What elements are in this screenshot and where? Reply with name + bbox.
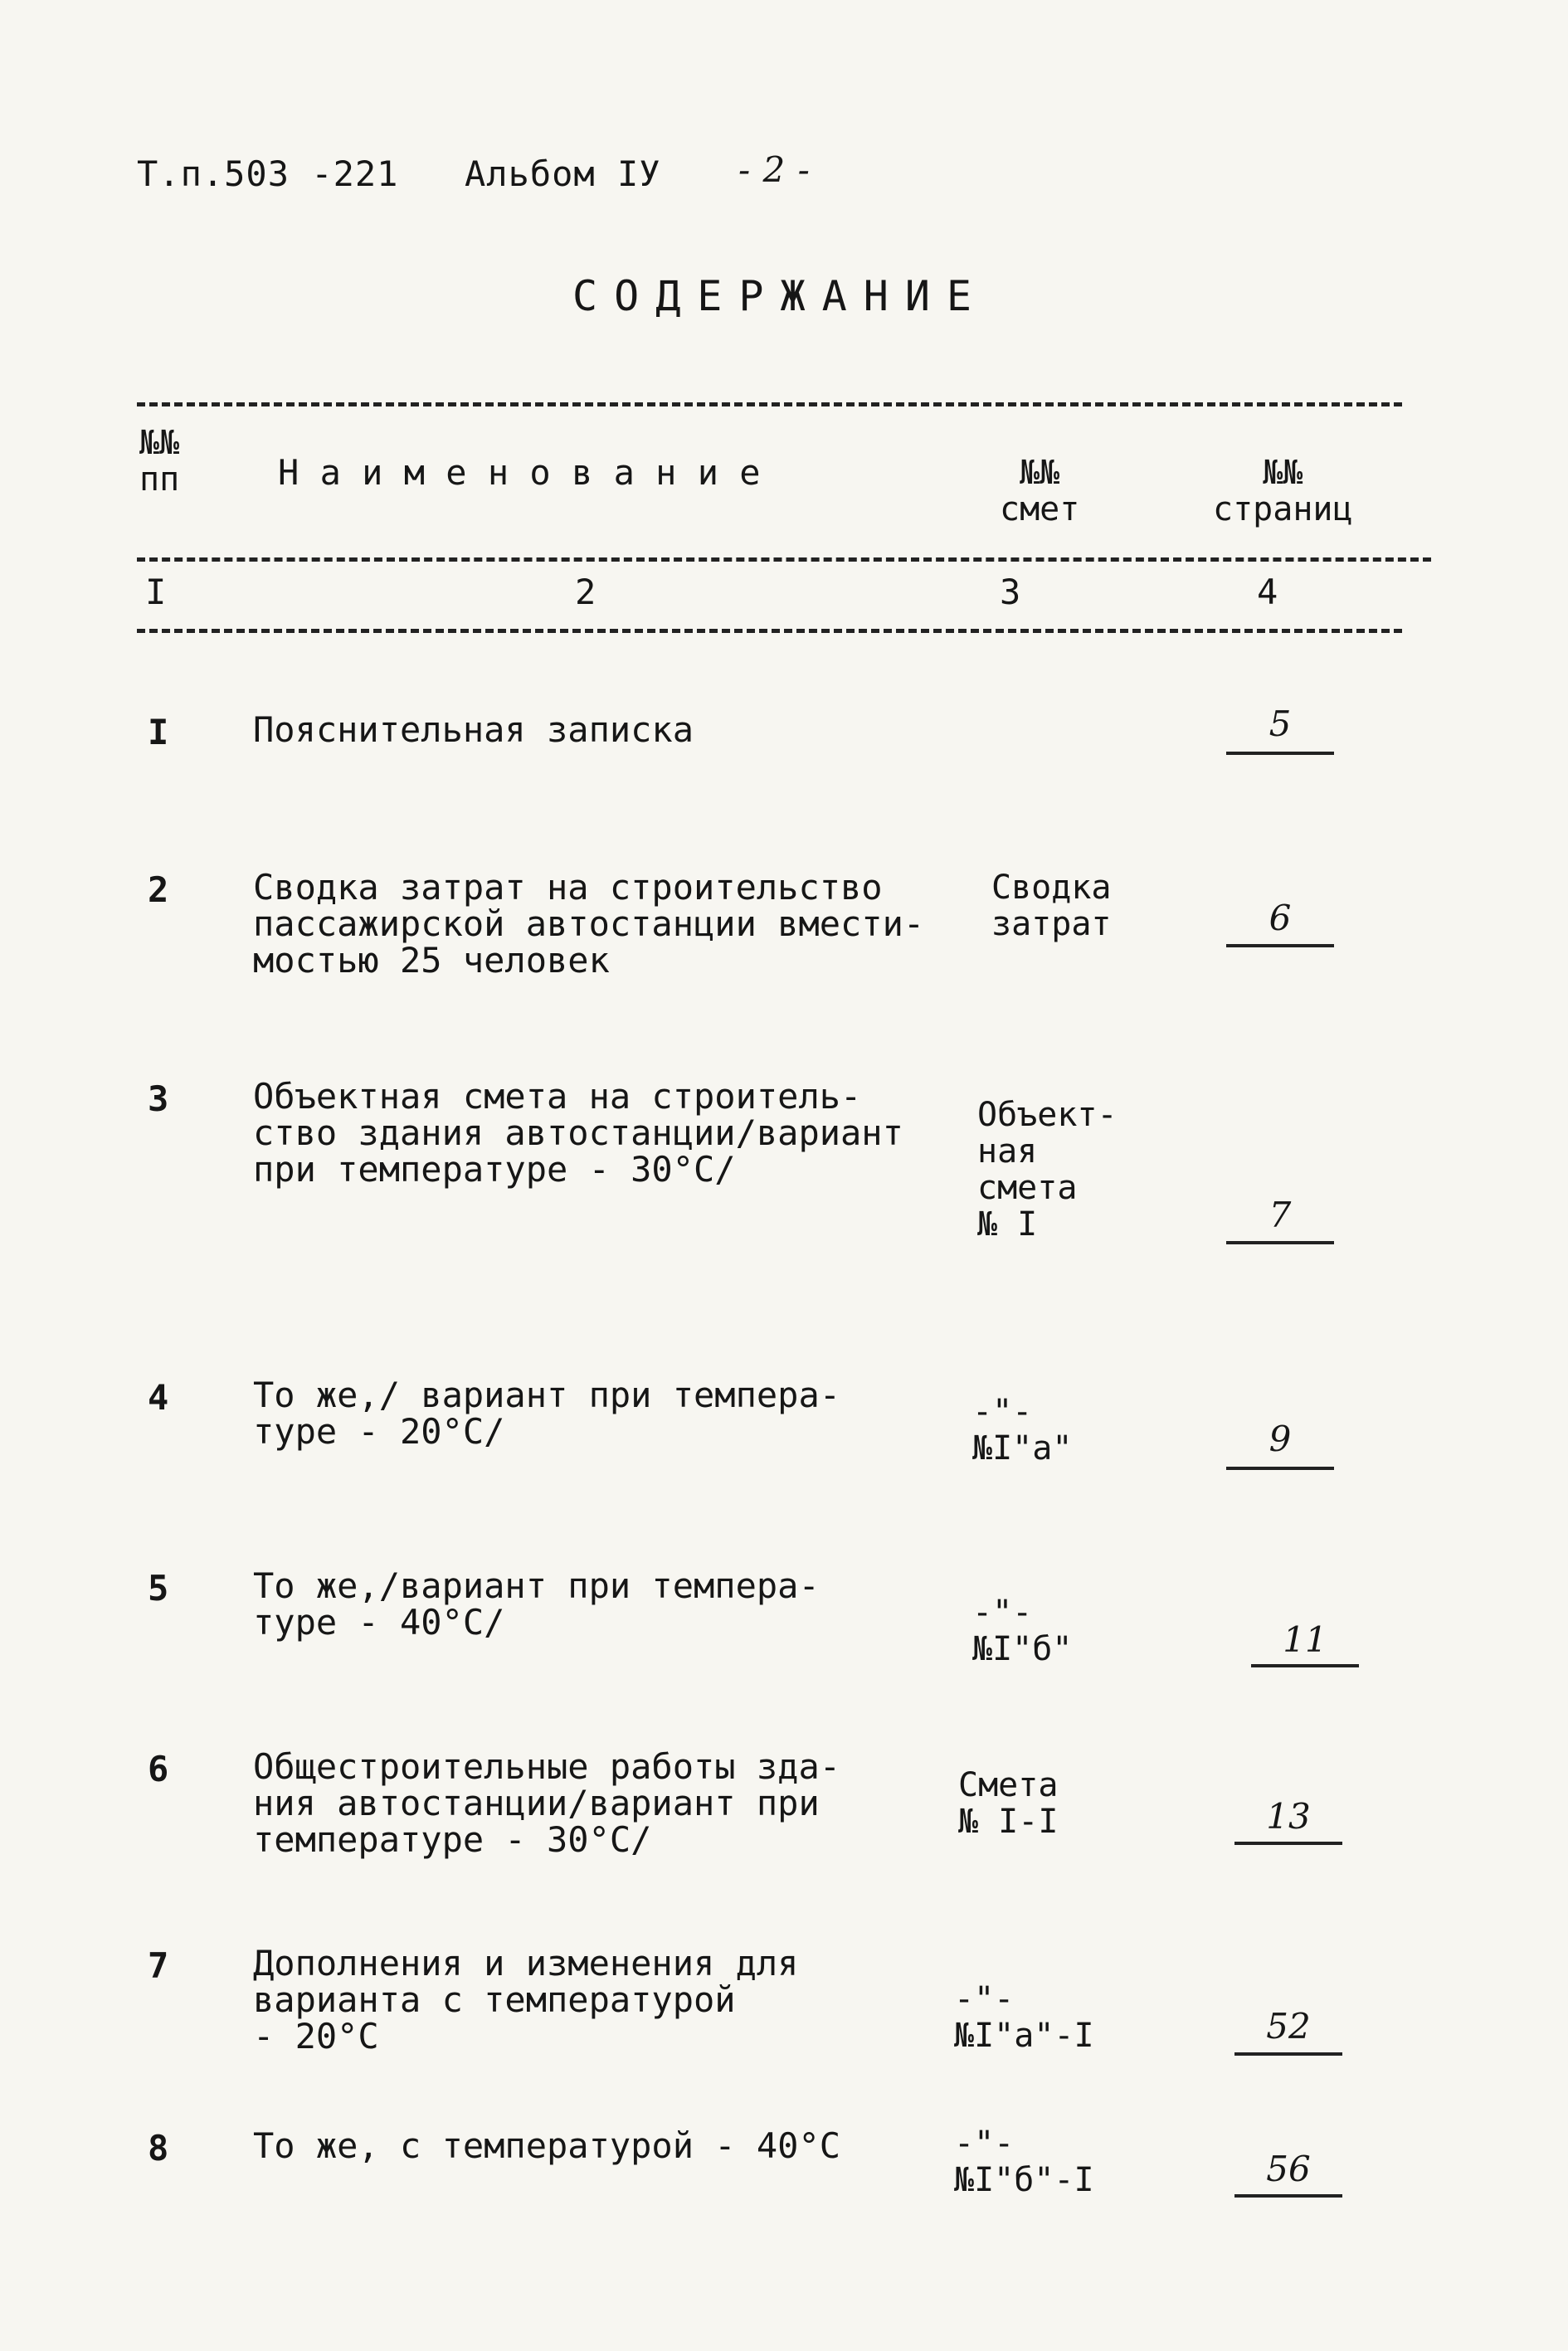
entry-reference: -"- №I"а"-I	[954, 1980, 1094, 2055]
column-header-num: №№ пп	[139, 424, 180, 499]
entry-name: Дополнения и изменения для варианта с температурой - 20°C	[253, 1943, 799, 2057]
entry-number: 7	[148, 1945, 169, 1986]
entry-page-number: 7	[1269, 1195, 1292, 1235]
page-number-underline	[1226, 1241, 1334, 1244]
entry-name: Сводка затрат на строительство пассажирской автостанции вмести- мостью 25 человек	[253, 867, 925, 981]
header-rule-middle	[137, 557, 1431, 562]
entry-name: То же,/ вариант при темпера- туре - 20°C/	[253, 1375, 841, 1452]
page-number-underline	[1234, 1842, 1342, 1845]
album-label: Альбом IУ	[465, 153, 661, 194]
entry-reference: Объект- ная смета № I	[977, 1096, 1118, 1244]
entry-name: То же,/вариант при темпера- туре - 40°C/	[253, 1565, 820, 1643]
entry-name: Объектная смета на строитель- ство здания автостанции/вариант при температуре - 30°C/	[253, 1076, 903, 1190]
entry-page-number: 6	[1269, 898, 1292, 938]
column-index-smet: 3	[1000, 572, 1021, 612]
entry-reference: -"- №I"б"	[972, 1594, 1073, 1668]
entry-name: Общестроительные работы зда- ния автостанции/вариант при температуре - 30°C/	[253, 1746, 841, 1860]
entry-number: 8	[148, 2128, 169, 2168]
entry-number: 6	[148, 1749, 169, 1789]
page-number-underline	[1251, 1664, 1359, 1667]
entry-reference: Смета № I-I	[958, 1766, 1059, 1841]
column-index-num: I	[145, 572, 167, 612]
entry-number: 4	[148, 1377, 169, 1418]
entry-number: I	[148, 712, 169, 752]
column-header-smet: №№ смет	[1000, 454, 1080, 528]
document-code: Т.п.503 -221	[137, 153, 399, 194]
page-number-underline	[1226, 1467, 1334, 1470]
page-marker: - 2 -	[738, 149, 811, 190]
column-index-name: 2	[575, 572, 597, 612]
page-number-underline	[1226, 944, 1334, 947]
header-rule-bottom	[137, 629, 1402, 633]
page-title: СОДЕРЖАНИЕ	[572, 272, 989, 320]
entry-name: То же, с температурой - 40°C	[253, 2125, 841, 2166]
entry-page-number: 11	[1283, 1619, 1327, 1660]
entry-page-number: 5	[1269, 703, 1292, 744]
column-header-pages: №№ страниц	[1213, 454, 1353, 528]
entry-reference: Сводка затрат	[991, 869, 1112, 943]
entry-page-number: 56	[1266, 2149, 1311, 2189]
entry-page-number: 52	[1266, 2006, 1311, 2047]
header-rule-top	[137, 402, 1402, 406]
entry-page-number: 13	[1266, 1796, 1311, 1837]
entry-number: 5	[148, 1568, 169, 1609]
page-number-underline	[1234, 2052, 1342, 2056]
page-number-underline	[1234, 2194, 1342, 2198]
page-number-underline	[1226, 752, 1334, 755]
entry-reference: -"- №I"б"-I	[954, 2125, 1094, 2199]
entry-page-number: 9	[1269, 1419, 1292, 1459]
entry-number: 3	[148, 1078, 169, 1119]
entry-reference: -"- №I"а"	[972, 1393, 1073, 1468]
column-header-name: Н а и м е н о в а н и е	[278, 452, 761, 493]
entry-name: Пояснительная записка	[253, 709, 694, 750]
entry-number: 2	[148, 869, 169, 910]
column-index-pages: 4	[1257, 572, 1278, 612]
